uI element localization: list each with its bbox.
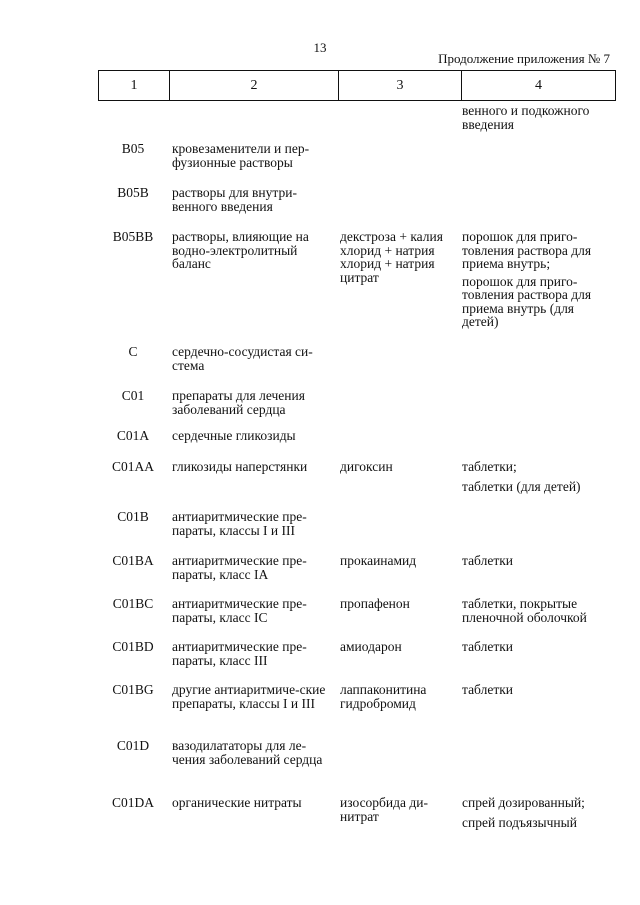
drug-name: декстроза + калия хлорид + натрия хлорид + натрия цитрат	[340, 229, 443, 285]
table-row	[98, 460, 611, 510]
group-name: препараты для лечения заболеваний сердца	[172, 388, 305, 417]
drug-name: дигоксин	[340, 459, 393, 474]
atc-code: C01	[121, 388, 145, 403]
dosage-form: спрей дозированный;	[462, 795, 585, 810]
atc-code: C01BC	[112, 596, 154, 611]
page-number: 13	[313, 40, 327, 55]
group-name: антиаритмические пре-параты, класс III	[172, 639, 307, 668]
table-row	[98, 230, 611, 345]
table-row	[98, 683, 611, 739]
atc-code: C01AA	[111, 459, 154, 474]
group-name: растворы для внутри-венного введения	[172, 185, 297, 214]
dosage-forms	[458, 597, 611, 624]
dosage-form: таблетки	[462, 682, 514, 697]
atc-code: B05B	[117, 185, 149, 200]
dosage-forms	[458, 683, 611, 697]
dosage-form: порошок для приго-товления раствора для приема внутрь (для детей)	[462, 273, 592, 329]
drug-name: лаппаконитина гидробромид	[340, 682, 427, 711]
group-name: гликозиды наперстянки	[172, 459, 308, 474]
group-name: антиаритмические пре-параты, класс IC	[172, 596, 307, 625]
drug-name: изосорбида ди-нитрат	[340, 795, 428, 824]
dosage-forms	[458, 230, 611, 329]
column-header-1: 1	[99, 71, 170, 101]
column-header-2: 2	[170, 71, 339, 101]
table-row	[98, 142, 611, 186]
dosage-form: спрей подъязычный	[462, 814, 577, 830]
continuation-label: Продолжение приложения № 7	[438, 51, 610, 66]
atc-code: C	[128, 344, 138, 359]
dosage-form: таблетки;	[462, 459, 517, 474]
table-row	[98, 640, 611, 683]
column-header-4: 4	[462, 71, 616, 101]
drug-name: пропафенон	[340, 596, 410, 611]
atc-code: C01B	[117, 509, 149, 524]
table-row	[98, 186, 611, 230]
table-row	[98, 345, 611, 389]
table-row	[98, 796, 611, 840]
atc-code: C01BA	[112, 553, 154, 568]
group-name: антиаритмические пре-параты, классы I и III	[172, 509, 307, 538]
atc-code: C01BG	[112, 682, 154, 697]
table-row	[98, 739, 611, 796]
column-header-3: 3	[339, 71, 462, 101]
group-name: другие антиаритмиче-ские препараты, классы I и III	[172, 682, 326, 711]
table-row	[98, 554, 611, 597]
table-row	[98, 429, 611, 460]
group-name: кровезаменители и пер-фузионные растворы	[172, 141, 310, 170]
dosage-form: венного и подкожного введения	[462, 103, 590, 132]
table-row	[98, 510, 611, 554]
group-name: органические нитраты	[172, 795, 302, 810]
table-row	[98, 104, 611, 142]
dosage-form: таблетки (для детей)	[462, 478, 581, 494]
group-name: антиаритмические пре-параты, класс IA	[172, 553, 307, 582]
dosage-forms	[458, 554, 611, 568]
dosage-forms	[458, 640, 611, 654]
dosage-forms	[458, 796, 611, 829]
dosage-form: порошок для приго-товления раствора для приема внутрь;	[462, 229, 592, 271]
table-body	[98, 104, 611, 840]
atc-code: B05BB	[112, 229, 154, 244]
group-name: сердечные гликозиды	[172, 428, 296, 443]
drug-name: прокаинамид	[340, 553, 417, 568]
atc-code: C01DA	[111, 795, 154, 810]
group-name: сердечно-сосудистая си-стема	[172, 344, 313, 373]
atc-code: C01BD	[112, 639, 154, 654]
atc-code: B05	[121, 141, 145, 156]
column-header-row	[99, 71, 616, 101]
dosage-forms	[458, 460, 611, 493]
group-name: растворы, влияющие на водно-электролитный баланс	[172, 229, 309, 271]
dosage-form: таблетки	[462, 553, 514, 568]
group-name: вазодилататоры для ле-чения заболеваний сердца	[172, 738, 323, 767]
column-header-table	[98, 70, 616, 101]
drug-name: амиодарон	[340, 639, 402, 654]
dosage-form: таблетки	[462, 639, 514, 654]
dosage-forms	[458, 104, 611, 131]
table-row	[98, 389, 611, 429]
atc-code: C01D	[116, 738, 150, 753]
atc-code: C01A	[116, 428, 150, 443]
table-row	[98, 597, 611, 640]
dosage-form: таблетки, покрытые пленочной оболочкой	[462, 596, 587, 625]
